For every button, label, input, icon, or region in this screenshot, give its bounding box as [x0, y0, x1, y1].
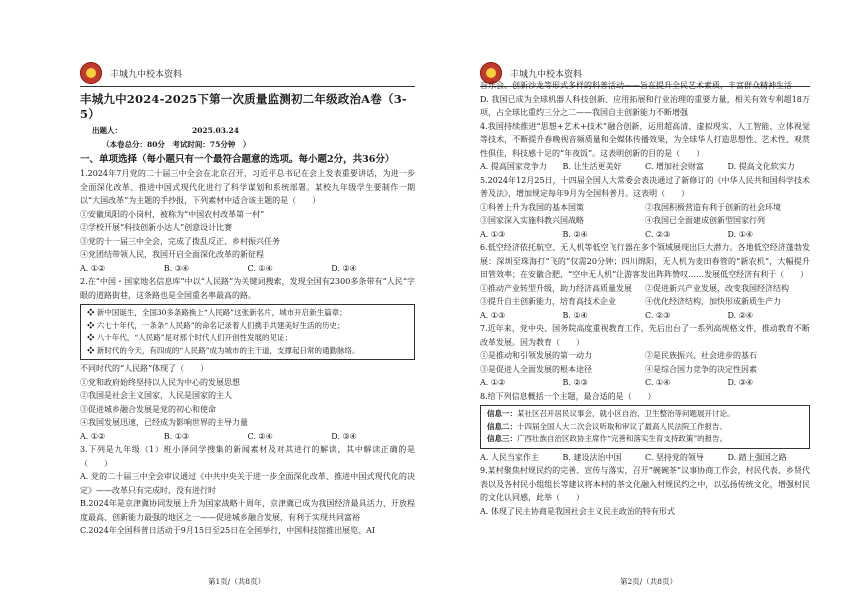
q3-option-d: D. 我国已成为全球机器人科技创新、应用拓展和行业治理的重要力量，相关有效专利超18万项，占全球比重约三分之二——我国自主创新能力不断增强 [480, 94, 810, 117]
q3-option-c-continued: 音乐会、创新沙龙等形式多样的科普活动——旨在提升全民艺术素质，丰富群众精神生活 [480, 81, 792, 90]
box-line: ❖ 八十年代，“人民路”是对那个时代人们开创性发展的见证； [87, 333, 293, 342]
box-line: ❖ 新时代的今天，有四成的“人民路”成为城市的主干道，支撑起日常的通勤脉络。 [87, 345, 360, 355]
option-d: D. 踏上强国之路 [727, 452, 787, 462]
info-label: 信息一： [487, 409, 517, 418]
option-d: D. ①④ [727, 229, 754, 239]
q6-item: ④优化经济结构，加快形成新质生产力 [645, 297, 781, 306]
q2-item: ④我国发展迅速，已经成为影响世界的主导力量 [80, 418, 248, 427]
option-d: D. 提高文化软实力 [727, 162, 795, 171]
q7-item: ②是民族振兴、社会进步的基石 [645, 351, 757, 360]
q1-items [80, 208, 415, 262]
question-2: 2.在“中国・国家地名信息库”中以“人民路”为关键词搜索，发现全国有2300多条带有“人民”字眼的道路街巷，这条路也是全国重名率最高的路。 [80, 277, 415, 300]
question-3: 3.下列是九年级（1）班小泽同学搜集的新闻素材及对其进行的解读，其中解读正确的是（ ） [80, 445, 415, 468]
author-label: 出题人： [92, 126, 122, 135]
q5-item: ①科普上升为我国的基本国策 [480, 202, 584, 212]
question-4: 4.我国持续推进“思想+艺术+技术”融合创新，运用超高清、虚拟现实、人工智能、立体视觉等技术，不断提升春晚视音频质量和全媒体传播效果，为全球华人打造思想性、艺术性、观赏性俱佳，科技感十足的“年夜饭”。这表明创新的目的是（ ） [480, 121, 810, 158]
exam-date: 2025.03.24 [192, 126, 239, 135]
option-a: A. ①② [80, 263, 106, 273]
box-line: ❖ 六七十年代，一条条“人民路”的命名记录着人们携手共建美好生活的历史； [87, 320, 345, 330]
page-header [80, 60, 182, 86]
q1-options [80, 262, 415, 276]
q4-options [480, 160, 810, 174]
option-a: A. ①③ [480, 229, 506, 239]
q2-item: ②我国是社会主义国家，人民是国家的主人 [80, 391, 232, 400]
right-column [480, 79, 810, 518]
option-b: B. 建设法治中国 [562, 452, 622, 462]
q6-options [480, 309, 810, 323]
info-text: 某社区召开居民议事会，就小区自治、卫生整治等问题展开讨论。 [517, 409, 735, 418]
box-line: ❖ 新中国诞生，全国30多条路换上“人民路”这张新名片，城市开启新生篇章； [87, 308, 347, 317]
q7-item: ①是推动和引领发展的第一动力 [480, 351, 592, 360]
q7-items-row1 [480, 349, 810, 363]
q5-options [480, 228, 810, 242]
option-c: C. 坚持党的领导 [645, 452, 704, 462]
info-label: 信息二： [487, 421, 517, 431]
q2-item: ③促进城乡融合发展是党的初心和使命 [80, 404, 216, 414]
q7-item: ④是综合国力竞争的决定性因素 [645, 364, 757, 374]
q2-items [80, 376, 415, 430]
info-line [487, 433, 803, 446]
option-c: C. ②③ [645, 310, 671, 320]
info-label: 信息三： [487, 434, 517, 443]
question-8: 8.给下列信息概括一个主题，最合适的是（ ） [480, 391, 656, 401]
school-logo-icon [80, 62, 102, 84]
q7-items-row2 [480, 363, 810, 377]
q1-item: ①安徽凤阳的小岗村，被称为“中国农村改革第一村” [80, 209, 265, 219]
q3-option-a: A. 党的二十届三中全会审议通过《中共中央关于进一步全面深化改革、推进中国式现代化的决定》——改革只有完成时，没有进行时 [80, 472, 415, 495]
q6-items-row2 [480, 295, 810, 309]
option-a: A. ①③ [480, 310, 506, 320]
option-b: B. ①③ [163, 431, 190, 441]
info-line [487, 421, 803, 434]
q5-item: ③国家深入实施科教兴国战略 [480, 216, 584, 225]
question-7: 7.近年来，党中央、国务院高度重视教育工作，先后出台了一系列高规格文件，推动教育不断改革发展。因为教育（ ） [480, 324, 810, 347]
option-b: B. ②④ [562, 229, 588, 239]
option-b: B. ②③ [562, 378, 588, 387]
info-line [487, 408, 803, 421]
q8-options [480, 451, 810, 465]
question-9: 9.某村聚焦村规民约的完善、宣传与落实，召开“碗碗茶”议事协商工作会，村民代表、乡贤代表以及各村民小组组长等建议将本村的茶文化融入村规民约之中，以弘扬传统文化，增强村民的文化认同感，此举（ ） [480, 466, 810, 502]
q5-items-row1 [480, 201, 810, 215]
q5-items-row2 [480, 214, 810, 228]
info-text: 十四届全国人大二次会议听取和审议了最高人民法院工作报告。 [517, 421, 727, 431]
option-a: A. ①② [80, 431, 106, 441]
option-d: D. ②④ [727, 310, 754, 320]
q2-question: 不同时代的“人民路”体现了（ ） [80, 364, 209, 373]
option-c: C. ②④ [247, 431, 273, 441]
option-a: A. 人民当家作主 [480, 452, 539, 462]
option-c: C. 增加社会财富 [645, 162, 704, 171]
q1-item: ②学校开展“科技创新小达人”创意设计比赛 [80, 223, 233, 232]
q6-items-row1 [480, 282, 810, 296]
option-d: D. ③④ [331, 431, 357, 441]
exam-meta [92, 125, 415, 137]
score-time: （本卷总分：80分 考试时间：75分钟 ） [102, 140, 251, 149]
option-d: D. ③④ [727, 378, 754, 387]
option-b: B. ③④ [163, 263, 190, 273]
q6-item: ①推动产业转型升级，助力经济高质量发展 [480, 283, 632, 293]
option-c: C. ①④ [247, 263, 273, 273]
q7-item: ③是促进人全面发展的根本途径 [480, 364, 592, 374]
section-heading: 一、单项选择（每小题只有一个最符合题意的选项。每小题2分，共36分） [80, 154, 395, 165]
q7-options [480, 376, 810, 390]
option-c: C. ②③ [645, 229, 671, 239]
page-footer: 第1页/（共8页） [208, 577, 266, 586]
q6-item: ③提升自主创新能力，培育高技术企业 [480, 297, 616, 306]
option-b: B. 让生活更美好 [562, 162, 622, 171]
header-divider [80, 86, 415, 87]
question-6: 6.低空经济依托航空、无人机等低空飞行器在多个领域展现出巨大潜力。各地低空经济蓬勃发展：深圳至珠海打“飞的”仅需20分钟；四川绵阳，无人机为麦田春管的“新农机”，大幅提升田管效率；在安徽合肥，“空中无人机”让游客发出阵阵赞叹……发展低空经济有利于（ ） [480, 243, 810, 279]
q5-item: ④我国已全面建成创新型国家行列 [645, 216, 765, 225]
option-a: A. ①② [480, 378, 506, 387]
right-page [430, 0, 860, 608]
school-name: 丰城九中校本资料 [510, 69, 583, 80]
school-name: 丰城九中校本资料 [110, 69, 183, 80]
option-b: B. ①④ [562, 310, 588, 320]
q2-item: ①党和政府始终坚持以人民为中心的发展思想 [80, 377, 240, 387]
left-column [80, 92, 415, 538]
q9-option-a: A. 体现了民主协商是我国社会主义民主政治的特有形式 [480, 506, 675, 516]
q6-item: ②促进新兴产业发展，改变我国经济结构 [645, 283, 789, 293]
q3-option-c: C.2024年全国科普日活动于9月15日至25日在全国举行，中国科技馆推出展览、AI [80, 526, 376, 535]
q8-info-box [480, 405, 810, 449]
q1-item: ④党团结带领人民，我国开启全面深化改革的新征程 [80, 250, 264, 259]
option-d: D. ②④ [331, 263, 357, 273]
question-5: 5.2024年12月25日，十四届全国人大常委会表决通过了新修订的《中华人民共和国科学技术普及法》，增加规定每年9月为全国科普月。这表明（ ） [480, 175, 810, 198]
q2-material-box [80, 304, 415, 360]
info-text: 广西壮族自治区政协主席作“完善和落实生育支持政策”的报告。 [517, 434, 728, 443]
page-footer: 第2页/（共8页） [620, 577, 678, 586]
question-1: 1.2024年7月党的二十届三中全会在北京召开，习近平总书记在会上发表重要讲话，为进一步全面深化改革、推进中国式现代化进行了科学谋划和系统部署。某校九年级学生要制作一期以“大国改革”为主题的手抄报，下列素材中适合该主题的是（ ） [80, 169, 415, 205]
q3-option-b: B.2024年是京津冀协同发展上升为国家战略十周年，京津冀已成为我国经济最具活力、开放程度最高、创新能力最强的地区之一——促进城乡融合发展，有利于实现共同富裕 [80, 499, 415, 522]
option-c: C. ①④ [645, 378, 671, 387]
q5-item: ②我国积极营造有利于创新的社会环境 [645, 202, 781, 212]
option-a: A. 提高国家竞争力 [480, 162, 547, 171]
exam-title: 丰城九中2024-2025下第一次质量监测初二年级政治A卷（3-5） [80, 92, 407, 121]
q2-options [80, 430, 415, 444]
q1-item: ③党的十一届三中全会，完成了拨乱反正、乡村振兴任务 [80, 236, 280, 246]
